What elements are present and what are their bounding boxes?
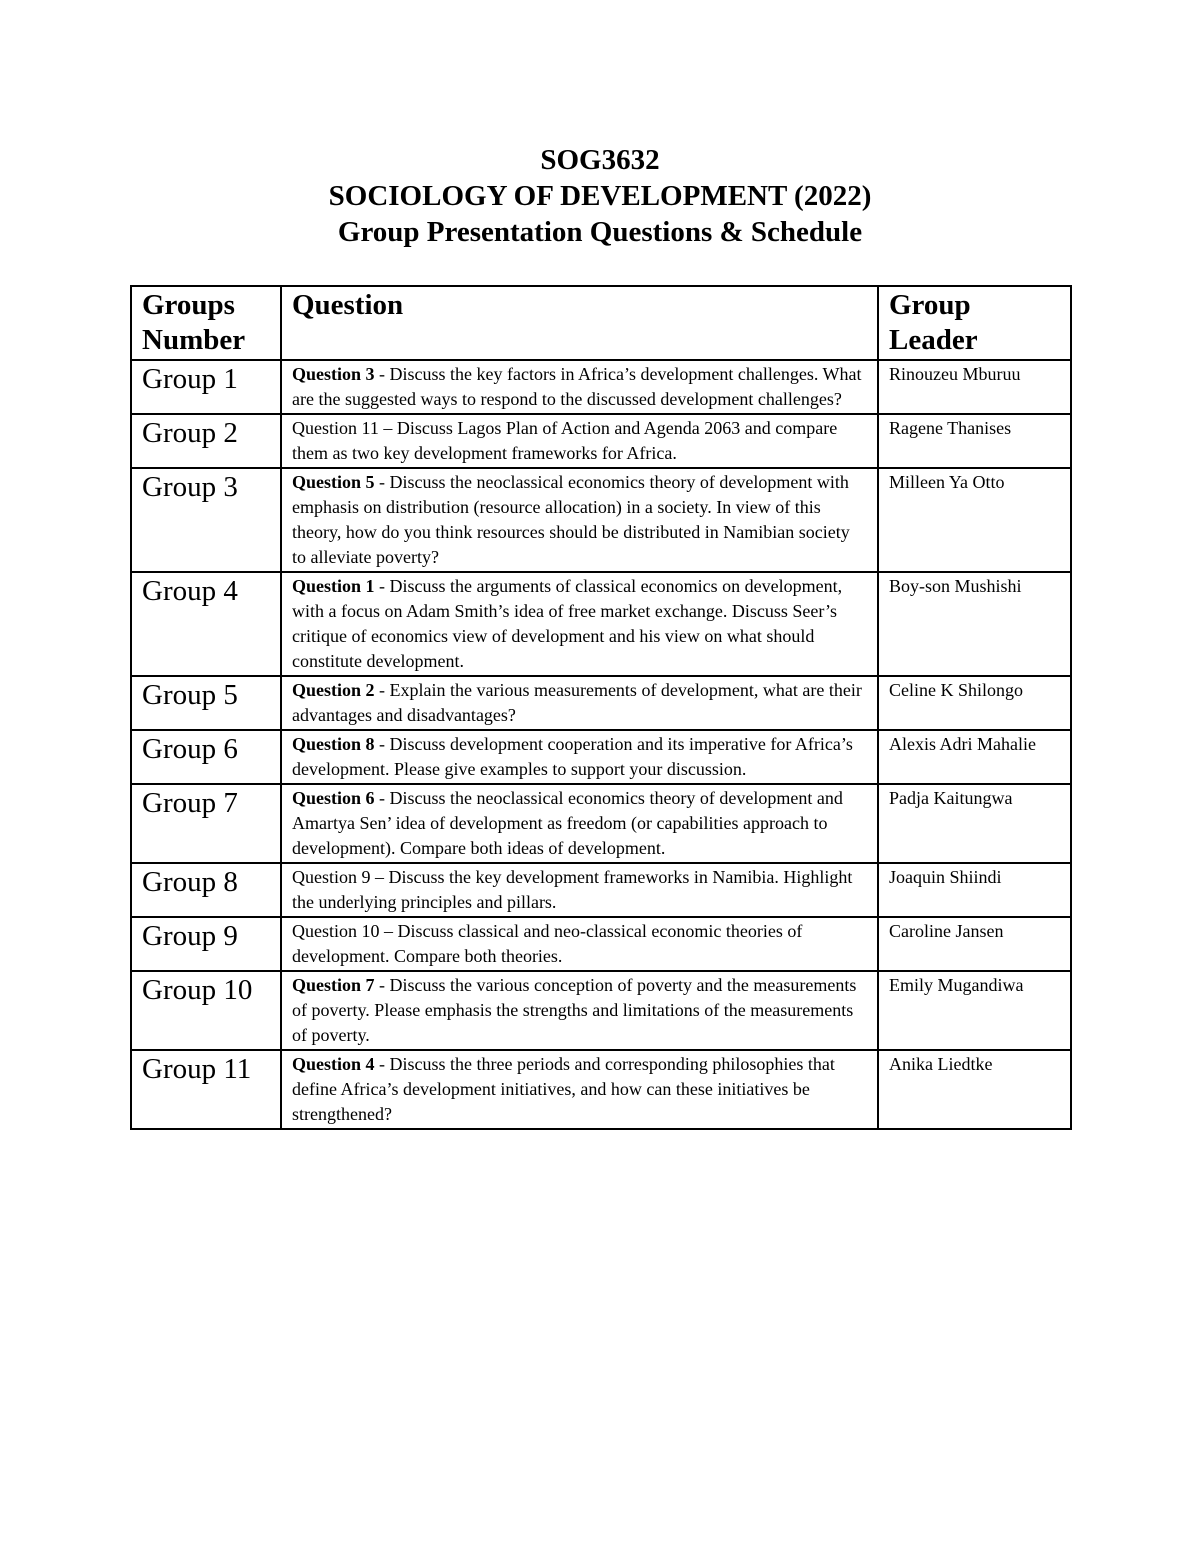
question-cell bbox=[281, 730, 878, 784]
group-leader-cell: Celine K Shilongo bbox=[878, 676, 1071, 730]
course-code: SOG3632 bbox=[540, 144, 660, 176]
group-leader-cell: Milleen Ya Otto bbox=[878, 468, 1071, 572]
question-label: Question 1 bbox=[292, 576, 375, 596]
question-text: - Explain the various measurements of development, what are their advantages and disadvantages? bbox=[292, 680, 862, 725]
group-number-cell: Group 7 bbox=[131, 784, 281, 863]
group-leader-cell: Padja Kaitungwa bbox=[878, 784, 1071, 863]
question-text: - Discuss the arguments of classical economics on development, with a focus on Adam Smith’s idea of free market exchange. Discuss Seer’s critique of economics view of development and his view on what should constitute development. bbox=[292, 576, 843, 671]
presentation-schedule-table bbox=[130, 285, 1072, 1130]
group-number-cell: Group 3 bbox=[131, 468, 281, 572]
table-row bbox=[131, 572, 1071, 676]
table-row bbox=[131, 1050, 1071, 1129]
question-cell bbox=[281, 414, 878, 468]
question-cell bbox=[281, 971, 878, 1050]
group-leader-cell: Boy-son Mushishi bbox=[878, 572, 1071, 676]
table-row bbox=[131, 784, 1071, 863]
question-cell bbox=[281, 676, 878, 730]
table-row bbox=[131, 917, 1071, 971]
question-text: - Discuss the various conception of poverty and the measurements of poverty. Please emphasis the strengths and limitations of the measurements of poverty. bbox=[292, 975, 857, 1045]
question-text: - Discuss the key factors in Africa’s development challenges. What are the suggested ways to respond to the discussed development challenges? bbox=[292, 364, 862, 409]
table-row bbox=[131, 863, 1071, 917]
column-header-groups-number: Groups Number bbox=[131, 286, 281, 360]
table-row bbox=[131, 468, 1071, 572]
group-number-cell: Group 1 bbox=[131, 360, 281, 414]
group-leader-cell: Anika Liedtke bbox=[878, 1050, 1071, 1129]
group-number-cell: Group 8 bbox=[131, 863, 281, 917]
group-number-cell: Group 10 bbox=[131, 971, 281, 1050]
table-row bbox=[131, 360, 1071, 414]
table-row bbox=[131, 414, 1071, 468]
question-label: Question 8 bbox=[292, 734, 375, 754]
question-label: Question 7 bbox=[292, 975, 375, 995]
question-cell bbox=[281, 784, 878, 863]
question-label: Question 4 bbox=[292, 1054, 375, 1074]
question-label: Question 2 bbox=[292, 680, 375, 700]
table-row bbox=[131, 971, 1071, 1050]
table-row bbox=[131, 676, 1071, 730]
group-number-cell: Group 6 bbox=[131, 730, 281, 784]
question-text: Question 11 – Discuss Lagos Plan of Action and Agenda 2063 and compare them as two key development frameworks for Africa. bbox=[292, 418, 838, 463]
question-cell bbox=[281, 863, 878, 917]
question-text: - Discuss the neoclassical economics theory of development and Amartya Sen’ idea of development as freedom (or capabilities approach to development). Compare both ideas of development. bbox=[292, 788, 843, 858]
question-cell bbox=[281, 360, 878, 414]
group-leader-cell: Rinouzeu Mburuu bbox=[878, 360, 1071, 414]
question-label: Question 3 bbox=[292, 364, 375, 384]
question-label: Question 6 bbox=[292, 788, 375, 808]
group-leader-cell: Emily Mugandiwa bbox=[878, 971, 1071, 1050]
group-number-cell: Group 11 bbox=[131, 1050, 281, 1129]
group-leader-cell: Alexis Adri Mahalie bbox=[878, 730, 1071, 784]
course-title: SOCIOLOGY OF DEVELOPMENT (2022) bbox=[328, 180, 872, 212]
group-leader-cell: Joaquin Shiindi bbox=[878, 863, 1071, 917]
table-row bbox=[131, 730, 1071, 784]
document-header bbox=[0, 142, 1200, 250]
question-text: - Discuss the neoclassical economics theory of development with emphasis on distribution (resource allocation) in a society. In view of this theory, how do you think resources should be distributed in Namibian society to alleviate poverty? bbox=[292, 472, 850, 567]
question-text: - Discuss the three periods and corresponding philosophies that define Africa’s development initiatives, and how can these initiatives be strengthened? bbox=[292, 1054, 835, 1124]
group-leader-cell: Ragene Thanises bbox=[878, 414, 1071, 468]
column-header-group-leader: Group Leader bbox=[878, 286, 1071, 360]
group-number-cell: Group 9 bbox=[131, 917, 281, 971]
question-cell bbox=[281, 917, 878, 971]
question-label: Question 5 bbox=[292, 472, 375, 492]
group-number-cell: Group 2 bbox=[131, 414, 281, 468]
question-text: Question 10 – Discuss classical and neo-classical economic theories of development. Compare both theories. bbox=[292, 921, 803, 966]
group-leader-cell: Caroline Jansen bbox=[878, 917, 1071, 971]
question-cell bbox=[281, 1050, 878, 1129]
question-text: - Discuss development cooperation and its imperative for Africa’s development. Please give examples to support your discussion. bbox=[292, 734, 853, 779]
question-cell bbox=[281, 572, 878, 676]
document-subtitle: Group Presentation Questions & Schedule bbox=[337, 216, 863, 248]
question-cell bbox=[281, 468, 878, 572]
column-header-question: Question bbox=[281, 286, 878, 360]
question-text: Question 9 – Discuss the key development frameworks in Namibia. Highlight the underlying principles and pillars. bbox=[292, 867, 853, 912]
group-number-cell: Group 5 bbox=[131, 676, 281, 730]
group-number-cell: Group 4 bbox=[131, 572, 281, 676]
table-header-row bbox=[131, 286, 1071, 360]
